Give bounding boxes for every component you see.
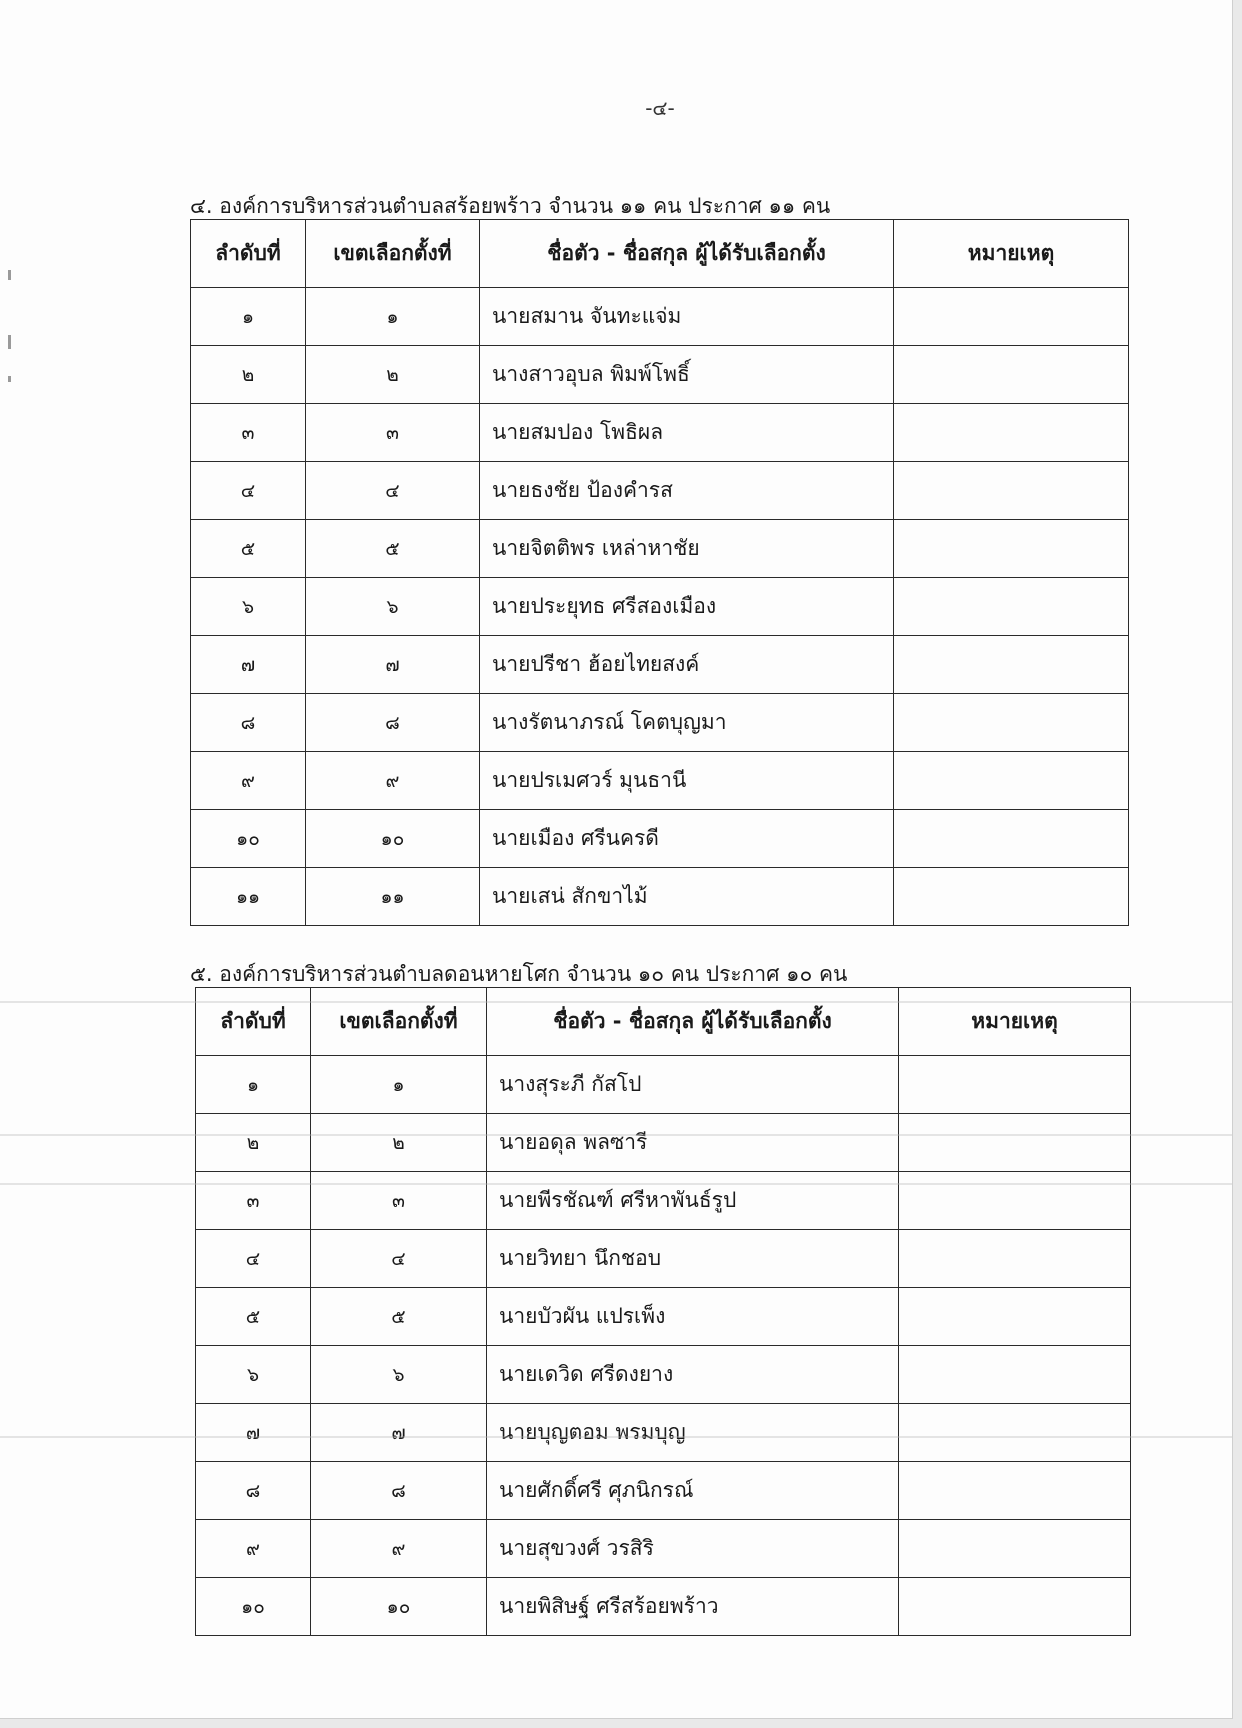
order-cell: ๔ <box>196 1230 311 1288</box>
table-row <box>191 288 1129 346</box>
table-row <box>196 1114 1131 1172</box>
table-row <box>191 752 1129 810</box>
remarks-cell <box>899 1520 1131 1578</box>
name-cell: นายจิตติพร เหล่าหาชัย <box>480 520 894 578</box>
table-row <box>191 636 1129 694</box>
name-cell: นางสุระภี กัสโป <box>487 1056 899 1114</box>
remarks-cell <box>899 1230 1131 1288</box>
remarks-cell <box>894 578 1129 636</box>
district-cell: ๒ <box>306 346 480 404</box>
table-row <box>191 404 1129 462</box>
table-row <box>191 462 1129 520</box>
name-cell: นายพีรชัณฑ์ ศรีหาพันธ์รูป <box>487 1172 899 1230</box>
scan-artifact-line <box>0 1436 1232 1438</box>
remarks-cell <box>899 1114 1131 1172</box>
header-name: ชื่อตัว - ชื่อสกุล ผู้ได้รับเลือกตั้ง <box>487 988 899 1056</box>
name-cell: นายประยุทธ ศรีสองเมือง <box>480 578 894 636</box>
table-row <box>191 868 1129 926</box>
table-row <box>196 1404 1131 1462</box>
name-cell: นางสาวอุบล พิมพ์โพธิ์ <box>480 346 894 404</box>
name-cell: นางรัตนาภรณ์ โคตบุญมา <box>480 694 894 752</box>
header-remarks: หมายเหตุ <box>894 220 1129 288</box>
table-row <box>196 1172 1131 1230</box>
table-row <box>196 1288 1131 1346</box>
table-row <box>196 1578 1131 1636</box>
order-cell: ๖ <box>196 1346 311 1404</box>
order-cell: ๑๐ <box>191 810 306 868</box>
order-cell: ๖ <box>191 578 306 636</box>
remarks-cell <box>894 636 1129 694</box>
name-cell: นายเสน่ สักขาไม้ <box>480 868 894 926</box>
table-row <box>196 1520 1131 1578</box>
name-cell: นายปรเมศวร์ มุนธานี <box>480 752 894 810</box>
name-cell: นายบัวผัน แปรเพ็ง <box>487 1288 899 1346</box>
name-cell: นายปรีชา ฮ้อยไทยสงค์ <box>480 636 894 694</box>
district-cell: ๑๐ <box>311 1578 487 1636</box>
remarks-cell <box>899 1346 1131 1404</box>
section-5-table <box>195 987 1131 1636</box>
remarks-cell <box>894 520 1129 578</box>
district-cell: ๗ <box>311 1404 487 1462</box>
table-header-row <box>191 220 1129 288</box>
remarks-cell <box>899 1404 1131 1462</box>
order-cell: ๒ <box>196 1114 311 1172</box>
table-row <box>191 694 1129 752</box>
name-cell: นายศักดิ์ศรี ศุภนิกรณ์ <box>487 1462 899 1520</box>
district-cell: ๙ <box>311 1520 487 1578</box>
order-cell: ๗ <box>191 636 306 694</box>
remarks-cell <box>894 752 1129 810</box>
district-cell: ๑ <box>306 288 480 346</box>
remarks-cell <box>894 346 1129 404</box>
name-cell: นายสมาน จันทะแจ่ม <box>480 288 894 346</box>
order-cell: ๑ <box>196 1056 311 1114</box>
name-cell: นายอดุล พลซารี <box>487 1114 899 1172</box>
order-cell: ๙ <box>196 1520 311 1578</box>
district-cell: ๖ <box>311 1346 487 1404</box>
district-cell: ๑๑ <box>306 868 480 926</box>
district-cell: ๔ <box>306 462 480 520</box>
district-cell: ๑ <box>311 1056 487 1114</box>
name-cell: นายวิทยา นึกชอบ <box>487 1230 899 1288</box>
header-name: ชื่อตัว - ชื่อสกุล ผู้ได้รับเลือกตั้ง <box>480 220 894 288</box>
order-cell: ๔ <box>191 462 306 520</box>
table-row <box>191 520 1129 578</box>
page-number: -๔- <box>645 96 675 120</box>
scan-edge-mark <box>8 376 11 382</box>
name-cell: นายธงชัย ป้องคำรส <box>480 462 894 520</box>
name-cell: นายเมือง ศรีนครดี <box>480 810 894 868</box>
header-remarks: หมายเหตุ <box>899 988 1131 1056</box>
remarks-cell <box>894 404 1129 462</box>
order-cell: ๙ <box>191 752 306 810</box>
order-cell: ๑ <box>191 288 306 346</box>
order-cell: ๕ <box>196 1288 311 1346</box>
table-row <box>196 1056 1131 1114</box>
district-cell: ๗ <box>306 636 480 694</box>
remarks-cell <box>899 1462 1131 1520</box>
remarks-cell <box>899 1056 1131 1114</box>
table-row <box>196 1346 1131 1404</box>
order-cell: ๓ <box>191 404 306 462</box>
remarks-cell <box>899 1288 1131 1346</box>
header-order: ลำดับที่ <box>196 988 311 1056</box>
table-row <box>196 1230 1131 1288</box>
order-cell: ๑๐ <box>196 1578 311 1636</box>
remarks-cell <box>894 810 1129 868</box>
district-cell: ๕ <box>306 520 480 578</box>
remarks-cell <box>894 288 1129 346</box>
order-cell: ๘ <box>191 694 306 752</box>
scan-artifact-line <box>0 1134 1232 1136</box>
order-cell: ๘ <box>196 1462 311 1520</box>
header-order: ลำดับที่ <box>191 220 306 288</box>
header-district: เขตเลือกตั้งที่ <box>306 220 480 288</box>
order-cell: ๗ <box>196 1404 311 1462</box>
district-cell: ๕ <box>311 1288 487 1346</box>
name-cell: นายพิสิษฐ์ ศรีสร้อยพร้าว <box>487 1578 899 1636</box>
scan-edge-mark <box>8 270 11 280</box>
district-cell: ๑๐ <box>306 810 480 868</box>
district-cell: ๓ <box>311 1172 487 1230</box>
table-header-row <box>196 988 1131 1056</box>
header-district: เขตเลือกตั้งที่ <box>311 988 487 1056</box>
name-cell: นายเดวิด ศรีดงยาง <box>487 1346 899 1404</box>
scan-artifact-line <box>0 1183 1232 1185</box>
scan-artifact-line <box>0 1001 1232 1003</box>
district-cell: ๓ <box>306 404 480 462</box>
order-cell: ๒ <box>191 346 306 404</box>
name-cell: นายบุญตอม พรมบุญ <box>487 1404 899 1462</box>
section-4-title: ๔. องค์การบริหารส่วนตำบลสร้อยพร้าว จำนวน ๑๑ คน ประกาศ ๑๑ คน <box>190 194 831 218</box>
remarks-cell <box>899 1578 1131 1636</box>
remarks-cell <box>894 462 1129 520</box>
order-cell: ๓ <box>196 1172 311 1230</box>
section-4-table <box>190 219 1129 926</box>
order-cell: ๑๑ <box>191 868 306 926</box>
district-cell: ๙ <box>306 752 480 810</box>
name-cell: นายสุขวงศ์ วรสิริ <box>487 1520 899 1578</box>
order-cell: ๕ <box>191 520 306 578</box>
district-cell: ๘ <box>306 694 480 752</box>
district-cell: ๔ <box>311 1230 487 1288</box>
section-5-title: ๕. องค์การบริหารส่วนตำบลดอนหายโศก จำนวน ๑๐ คน ประกาศ ๑๐ คน <box>190 962 848 986</box>
district-cell: ๘ <box>311 1462 487 1520</box>
table-row <box>196 1462 1131 1520</box>
district-cell: ๒ <box>311 1114 487 1172</box>
remarks-cell <box>894 694 1129 752</box>
district-cell: ๖ <box>306 578 480 636</box>
table-row <box>191 346 1129 404</box>
table-row <box>191 810 1129 868</box>
name-cell: นายสมปอง โพธิผล <box>480 404 894 462</box>
remarks-cell <box>899 1172 1131 1230</box>
remarks-cell <box>894 868 1129 926</box>
scan-edge-mark <box>8 335 11 349</box>
table-row <box>191 578 1129 636</box>
